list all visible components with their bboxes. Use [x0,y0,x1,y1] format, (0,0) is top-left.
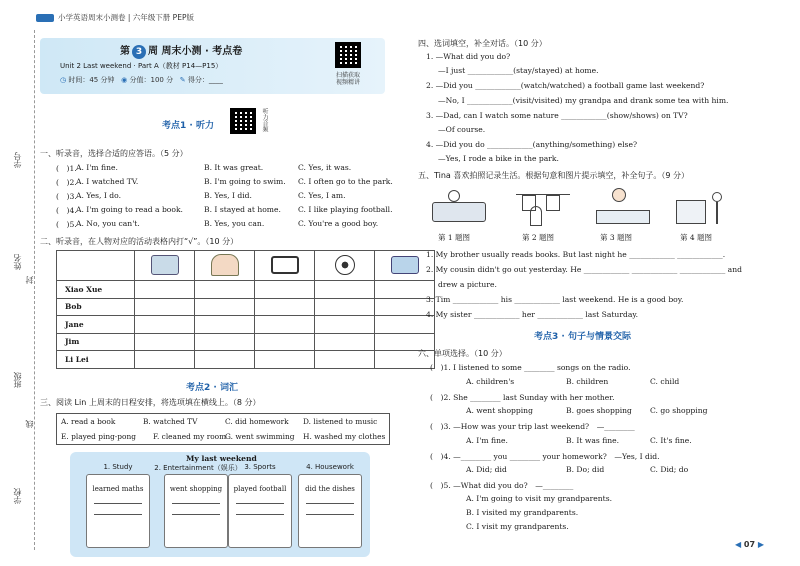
word-bank [56,413,390,445]
q4-line: 1. —What did you do? [426,52,511,61]
q5-line[interactable]: 2. My cousin didn't go out yesterday. He ____________ ____________ ____________ and [426,265,742,274]
q6-option-b[interactable]: B. Do; did [566,465,605,474]
margin-label-seal: 封 [25,276,34,284]
q5-line[interactable]: 1. My brother usually reads books. But last night he ____________ ____________. [426,250,726,259]
q4-line: —Of course. [438,125,486,134]
clock-icon: ◷ [60,76,67,84]
margin-label-school: 学校 [13,488,22,504]
figure-caption: 第 4 题图 [680,233,713,242]
entertainment-box: went shopping [164,474,228,548]
bank-option: E. played ping-pong [61,432,136,441]
margin-label-name: 姓名 [13,254,22,270]
section-3-title: 考点3 · 句子与情景交际 [534,332,631,342]
q4-line[interactable]: 3. —Dad, can I watch some nature ____________(show/shows) on TV? [426,111,688,120]
sofa-icon [135,251,195,281]
answer-blank[interactable] [236,514,284,515]
bank-option: H. washed my clothes [303,432,386,441]
q6-option-c[interactable]: C. child [650,377,680,386]
q1-row-1-b: B. It was great. [204,163,264,172]
doing-homework-icon [592,186,654,228]
q1-row-5-num[interactable]: ( )5. [56,220,77,229]
q1-row-3-num[interactable]: ( )3. [56,192,77,201]
q6-option-b[interactable]: B. I visited my grandparents. [466,508,579,517]
bank-option: D. listened to music [303,417,378,426]
q6-stem[interactable]: ( )1. I listened to some ________ songs on the radio. [430,363,631,372]
table-row [57,333,435,351]
q6-heading: 六、单项选择。（10 分） [418,349,507,358]
q5-heading: 五、Tina 喜欢拍照记录生活。根据句意和图片提示填空，补全句子。（9 分） [418,171,690,180]
table-row [57,298,435,316]
q1-row-4-b: B. I stayed at home. [204,205,281,214]
q4-line[interactable]: —No, I ____________(visit/visited) my grandpa and drank some tea with him. [438,96,729,105]
margin-label-student-id: 学号 [13,152,22,168]
q6-option-c[interactable]: C. go shopping [650,406,708,415]
qr-audio-label: 听力音频 [261,108,268,132]
answer-blank[interactable] [172,514,220,515]
table-row [57,281,435,299]
bank-option: G. went swimming [225,432,295,441]
row-name: Jim [57,333,135,351]
answer-blank[interactable] [172,503,220,504]
section-1-title: 考点1 · 听力 [162,121,214,131]
q6-option-b[interactable]: B. children [566,377,609,386]
answer-blank[interactable] [306,503,354,504]
q6-option-a[interactable]: A. I'm fine. [466,436,508,445]
q1-row-2-a: A. I watched TV. [76,177,139,186]
q6-option-c[interactable]: C. It's fine. [650,436,692,445]
q6-option-a[interactable]: A. children's [466,377,515,386]
q6-stem[interactable]: ( )3. —How was your trip last weekend? —________ [430,422,635,431]
row-name: Xiao Xue [57,281,135,299]
qr-code-icon[interactable] [335,42,361,68]
page-title: 第 3 周 周末小测 · 考点卷 [120,46,243,57]
sports-box: played football [228,474,292,548]
q6-stem[interactable]: ( )5. —What did you do? —________ [430,481,574,490]
q5-line[interactable]: 4. My sister ____________ her ____________ last Saturday. [426,310,639,319]
figure-caption: 第 1 题图 [438,233,471,242]
margin-label-class: 班级 [13,372,22,388]
binding-line [34,30,35,550]
q2-heading: 二、听录音，在人物对应的活动表格内打“√”。（10 分） [40,237,239,246]
q5-line: drew a picture. [438,280,497,289]
row-name: Bob [57,298,135,316]
housework-box: did the dishes [298,474,362,548]
col-label-entertainment: 2. Entertainment（娱乐） [154,464,242,472]
figure-caption: 第 3 题图 [600,233,633,242]
reading-sofa-icon [428,186,490,228]
q1-row-3-a: A. Yes, I do. [76,191,122,200]
listening-table [56,250,435,369]
row-name: Li Lei [57,351,135,369]
figure-caption: 第 2 题图 [522,233,555,242]
q1-row-3-c: C. Yes, I am. [298,191,346,200]
q4-line: —Yes, I rode a bike in the park. [438,154,559,163]
unit-line: Unit 2 Last weekend · Part A（教材 P14—P15） [60,62,223,70]
bank-option: C. did homework [225,417,289,426]
q1-row-3-b: B. Yes, I did. [204,191,252,200]
q5-line[interactable]: 3. Tim ____________ his ____________ last weekend. He is a good boy. [426,295,684,304]
prev-page-icon[interactable]: ◀ [734,540,742,549]
q1-row-5-a: A. No, you can't. [76,219,140,228]
q1-row-2-num[interactable]: ( )2. [56,178,77,187]
section-2-title: 考点2 · 词汇 [186,383,238,393]
q1-heading: 一、听录音，选择合适的应答语。（5 分） [40,149,188,158]
got-label: 得分：____ [187,76,223,84]
pen-icon: ✎ [179,76,186,84]
row-name: Jane [57,316,135,334]
q4-heading: 四、选词填空，补全对话。（10 分） [418,39,547,48]
tv-icon [255,251,315,281]
q1-row-2-c: C. I often go to the park. [298,177,393,186]
q3-heading: 三、阅读 Lin 上周末的日程安排，将选项填在横线上。（8 分） [40,398,261,407]
audio-qr-code-icon[interactable] [230,108,256,134]
q6-option-a[interactable]: A. Did; did [466,465,507,474]
q1-row-4-a: A. I'm going to read a book. [76,205,183,214]
football-icon [315,251,375,281]
people-icon [195,251,255,281]
q1-row-5-c: C. You're a good boy. [298,219,379,228]
q6-option-a[interactable]: A. went shopping [466,406,533,415]
q6-stem[interactable]: ( )2. She ________ last Sunday with her mother. [430,393,615,402]
page-number: ◀ 07 ▶ [734,540,764,549]
q1-row-1-c: C. Yes, it was. [298,163,352,172]
brand-title: 小学英语周末小测卷 | 六年级下册 PEP版 [58,13,194,22]
q1-row-1-a: A. I'm fine. [76,163,118,172]
hanging-clothes-icon [512,186,574,228]
bank-option: F. cleaned my room [153,432,227,441]
week-number-badge: 3 [132,45,146,59]
study-box: learned maths [86,474,150,548]
col-label-study: 1. Study [103,463,133,471]
answer-blank[interactable] [236,503,284,504]
bank-option: B. watched TV [143,417,198,426]
q4-line[interactable]: 4. —Did you do ____________(anything/something) else? [426,140,638,149]
q4-line[interactable]: —I just ____________(stay/stayed) at home. [438,66,599,75]
table-corner [57,251,135,281]
table-row [57,316,435,334]
col-label-housework: 4. Housework [306,463,354,471]
q1-row-5-b: B. Yes, you can. [204,219,265,228]
time-label: 时间：45 分钟 [68,76,115,84]
q6-option-c[interactable]: C. Did; do [650,465,689,474]
bank-option: A. read a book [61,417,116,426]
q1-row-4-c: C. I like playing football. [298,205,393,214]
q6-option-b[interactable]: B. It was fine. [566,436,620,445]
q1-row-2-b: B. I'm going to swim. [204,177,286,186]
score-label: 分值：100 分 [129,76,174,84]
q6-option-c[interactable]: C. I visit my grandparents. [466,522,569,531]
weekend-card-title: My last weekend [186,454,257,463]
answer-blank[interactable] [94,514,142,515]
q4-line[interactable]: 2. —Did you ____________(watch/watched) a football game last weekend? [426,81,705,90]
qr-caption: 扫描获取 视频精讲 [335,72,360,86]
q6-option-b[interactable]: B. goes shopping [566,406,632,415]
score-icon: ◉ [121,76,128,84]
table-row [57,351,435,369]
brand-logo [36,14,54,22]
meta-line [60,75,223,85]
answer-blank[interactable] [306,514,354,515]
next-page-icon[interactable]: ▶ [757,540,764,549]
room-cleaning-icon [672,186,734,228]
q1-row-1-num[interactable]: ( )1. [56,164,77,173]
col-label-sports: 3. Sports [244,463,276,471]
q6-option-a[interactable]: A. I'm going to visit my grandparents. [466,494,613,503]
answer-blank[interactable] [94,503,142,504]
q1-row-4-num[interactable]: ( )4. [56,206,77,215]
q6-stem[interactable]: ( )4. —________ you ________ your homework? —Yes, I did. [430,452,660,461]
margin-label-line: 线 [25,420,34,428]
